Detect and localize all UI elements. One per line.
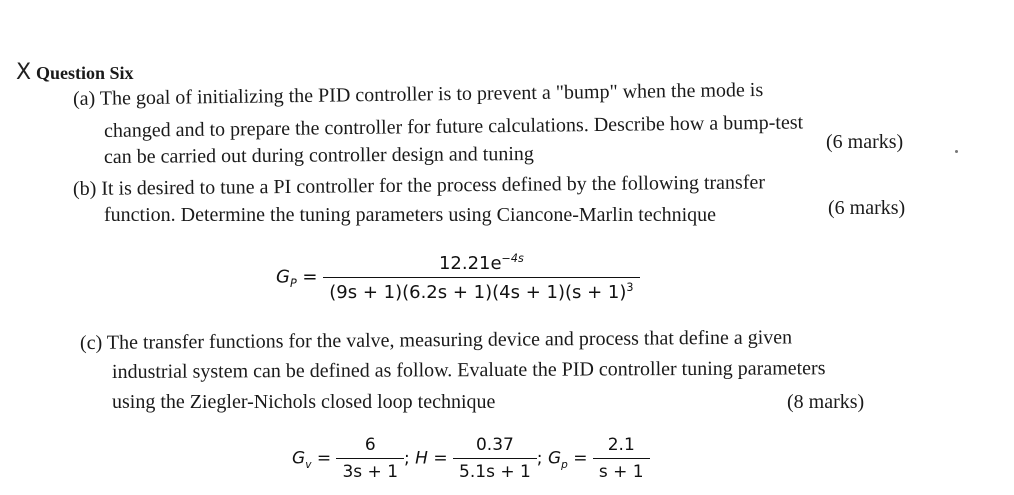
gp-subscript: P — [289, 277, 297, 291]
part-b-line-2: function. Determine the tuning parameters using Ciancone-Marlin technique — [104, 204, 717, 226]
part-c-marks: (8 marks) — [787, 391, 865, 413]
gv-subscript: v — [305, 458, 312, 471]
equation-gp — [276, 252, 640, 303]
gp2-fraction — [593, 435, 650, 482]
separator-2: ; — [536, 448, 548, 469]
part-c-line-2: industrial system can be defined as follow. Evaluate the PID controller tuning parameters — [111, 357, 826, 383]
part-c-line-3: using the Ziegler-Nichols closed loop technique — [112, 391, 496, 413]
equation-gv-h-gp — [292, 435, 650, 482]
question-title: Question Six — [36, 63, 134, 83]
separator-1: ; — [404, 448, 416, 469]
gp-fraction — [323, 252, 639, 303]
part-b-line-1: (b) It is desired to tune a PI controller for the process defined by the following transfer — [72, 171, 766, 200]
h-fraction — [453, 435, 537, 482]
gp2-subscript: p — [561, 458, 568, 471]
paper-speck — [955, 150, 958, 153]
gv-denominator: 3s + 1 — [336, 458, 404, 482]
gp-symbol: G — [276, 266, 290, 288]
h-numerator: 0.37 — [475, 435, 514, 455]
h-symbol: H — [415, 448, 428, 469]
check-mark-icon: X — [16, 60, 32, 85]
part-a-line-1: (a) The goal of initializing the PID controller is to prevent a "bump" when the mode is — [72, 78, 764, 110]
gv-equals: = — [316, 448, 332, 469]
part-a-marks: (6 marks) — [826, 131, 904, 153]
gp-equals: = — [302, 266, 318, 288]
gp2-numerator: 2.1 — [607, 435, 635, 455]
h-denominator: 5.1s + 1 — [453, 458, 537, 482]
gv-numerator: 6 — [364, 435, 376, 455]
part-a-line-2: changed and to prepare the controller for future calculations. Describe how a bump-test — [103, 111, 804, 142]
gp-numerator: $12.21e^{-4s}$ — [438, 252, 524, 274]
gv-symbol: G — [292, 448, 306, 469]
gp-denominator: $(9s + 1)(6.2s + 1)(4s + 1)(s + 1)^3$ — [323, 277, 639, 303]
part-b-marks: (6 marks) — [828, 197, 906, 219]
gp2-symbol: G — [547, 448, 562, 469]
h-equals: = — [433, 448, 448, 469]
gp2-equals: = — [573, 448, 588, 469]
gp2-denominator: s + 1 — [593, 458, 650, 482]
part-a-line-3: can be carried out during controller design and tuning — [103, 142, 534, 168]
part-c-line-1: (c) The transfer functions for the valve, measuring device and process that define a given — [79, 326, 793, 354]
gv-fraction — [336, 435, 404, 482]
